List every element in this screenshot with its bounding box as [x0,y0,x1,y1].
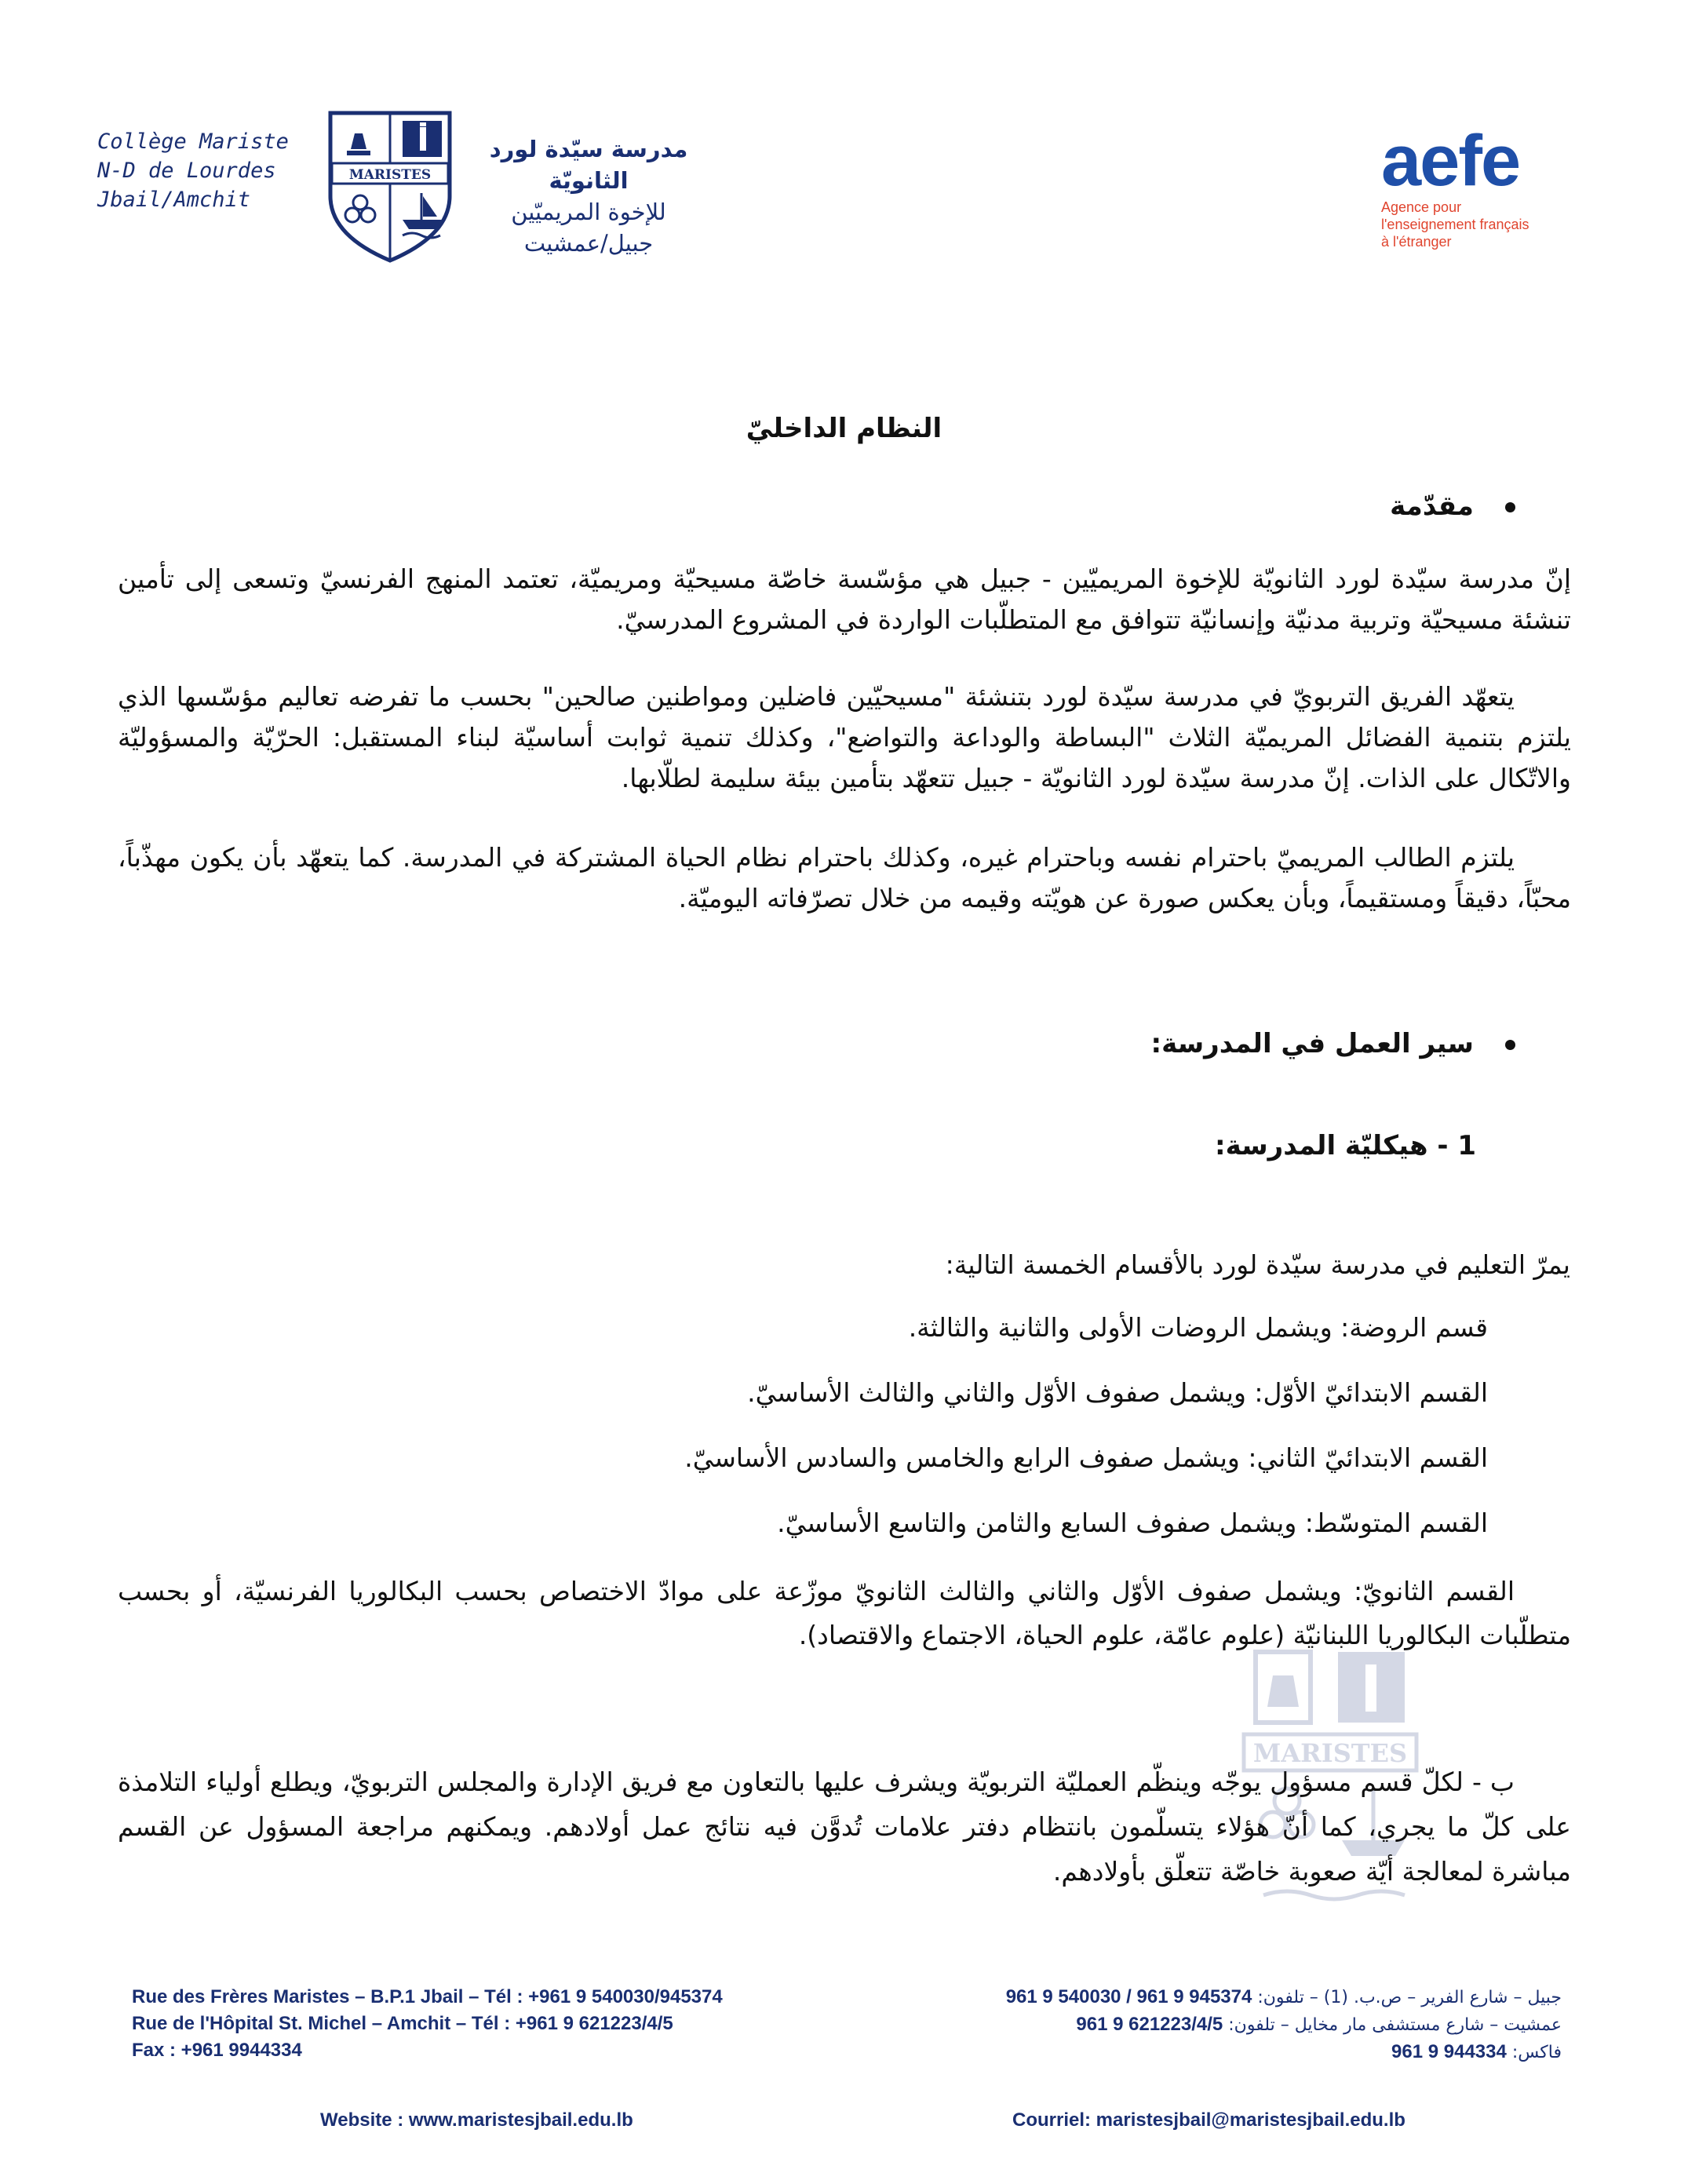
watermark-label: MARISTES [1252,1738,1408,1768]
bullet-icon [1505,502,1515,512]
footer-ar-line-3-text: فاكس: [1511,2043,1562,2062]
section-heading-intro [1390,490,1515,522]
footer-ar-line-1-number: 961 9 540030 / 961 9 945374 [1005,1986,1252,2007]
division-middle: القسم المتوسّط: ويشمل صفوف السابع والثامن والتاسع الأساسيّ. [777,1508,1488,1538]
college-name-ar-line-1: مدرسة سيّدة لورد [489,136,688,162]
footer-fr-line-1: Rue des Frères Maristes – B.P.1 Jbail – Tél : +961 9 540030/945374 [132,1986,723,2007]
footer-address-fr [132,1984,838,2064]
college-name-ar [487,133,691,259]
crest-label: MARISTES [348,167,432,183]
structure-intro: يمرّ التعليم في مدرسة سيّدة لورد بالأقسام الخمسة التالية: [945,1249,1570,1280]
bullet-icon [1505,1040,1515,1050]
footer-ar-line-2 [863,2011,1562,2039]
aefe-logo-word: aefe [1381,121,1520,201]
footer-ar-line-2-text: عمشيت – شارع مستشفى مار مخايل – تلفون: [1228,2015,1562,2035]
aefe-tagline-line-2: l'enseignement français [1381,217,1529,232]
subsection-heading-structure: 1 - هيكليّة المدرسة: [1215,1130,1476,1161]
footer-fr-line-3: Fax : +961 9944334 [132,2040,302,2061]
aefe-tagline-line-1: Agence pour [1381,199,1462,215]
footer-email-link[interactable]: Courriel: maristesjbail@maristesjbail.edu.lb [1012,2109,1405,2131]
intro-paragraph-3: يلتزم الطالب المريميّ باحترام نفسه وباحترام غيره، وكذلك باحترام نظام الحياة المشتركة في المدرسة. كما يتعهّد بأن يكون مهذّباً، محبّاً، دقيقاً ومستقيماً، وبأن يعكس صورة عن هويّته وقيمه من خلال تصرّفاته اليوميّة. [118,842,1571,913]
footer-ar-line-1 [863,1984,1562,2011]
division-primary-1: القسم الابتدائيّ الأوّل: ويشمل صفوف الأوّل والثاني والثالث الأساسيّ. [747,1377,1488,1408]
division-primary-2: القسم الابتدائيّ الثاني: ويشمل صفوف الرابع والخامس والسادس الأساسيّ. [684,1442,1488,1473]
document-title: النظام الداخليّ [746,413,942,444]
footer-ar-line-3-number: 961 9 944334 [1391,2041,1507,2062]
footer-ar-line-3 [863,2039,1562,2066]
aefe-tagline-line-3: à l'étranger [1381,234,1452,250]
college-name-fr [97,127,333,214]
paragraph-b: ب - لكلّ قسم مسؤول يوجّه وينظّم العمليّة التربويّة ويشرف عليها بالتعاون مع فريق الإدارة والمجلس التربويّ، ويطلع أولياء التلامذة على كلّ ما يجري، كما أنّ هؤلاء يتسلّمون بانتظام دفتر علامات تُدوَّن فيه نتائج عمل أولادهم. ويمكنهم مراجعة المسؤول عن القسم مباشرة لمعالجة أيّة صعوبة خاصّة تتعلّق بأولادهم. [118,1767,1571,1887]
aefe-logo-tagline [1381,199,1585,250]
footer-ar-line-2-number: 961 9 621223/4/5 [1076,2014,1223,2035]
division-kindergarten: قسم الروضة: ويشمل الروضات الأولى والثانية والثالثة. [908,1312,1488,1343]
footer-address-ar [863,1984,1562,2066]
college-name-ar-line-3: للإخوة المريميّين [511,199,666,225]
footer-website-link[interactable]: Website : www.maristesjbail.edu.lb [320,2109,633,2131]
section-heading-operations-text: سير العمل في المدرسة: [1150,1028,1474,1059]
section-heading-operations [1151,1028,1515,1059]
intro-paragraph-1: إنّ مدرسة سيّدة لورد الثانويّة للإخوة المريميّين - جبيل هي مؤسّسة خاصّة مسيحيّة ومريميّة، تعتمد المنهج الفرنسيّ وتسعى إلى تأمين تنشئة مسيحيّة وتربية مدنيّة وإنسانيّة تتوافق مع المتطلّبات الواردة في المشروع المدرسيّ. [118,563,1571,635]
footer-ar-line-1-text: جبيل – شارع الفرير – ص.ب. (1) – تلفون: [1257,1988,1562,2007]
section-heading-intro-text: مقدّمة [1390,490,1474,522]
footer-fr-line-2: Rue de l'Hôpital St. Michel – Amchit – Tél : +961 9 621223/4/5 [132,2013,673,2034]
college-name-fr-line-3: Jbail/Amchit [97,188,251,212]
maristes-crest-logo [327,110,453,264]
college-name-ar-line-4: جبيل/عمشيت [523,230,654,257]
college-name-fr-line-1: Collège Mariste [97,129,289,154]
division-secondary: القسم الثانويّ: ويشمل صفوف الأوّل والثاني والثالث الثانويّ موزّعة على موادّ الاختصاص بحسب البكالوريا الفرنسيّة، أو بحسب متطلّبات البكالوريا اللبنانيّة (علوم عامّة، علوم الحياة، الاجتماع والاقتصاد). [118,1576,1571,1650]
intro-paragraph-2: يتعهّد الفريق التربويّ في مدرسة سيّدة لورد بتنشئة "مسيحيّين فاضلين ومواطنين صالحين" بحسب ما تفرضه تعاليم مؤسّسها الذي يلتزم بتنمية الفضائل المريميّة الثلاث "البساطة والوداعة والتواضع"، وكذلك تنمية ثوابت أساسيّة لبناء المستقبل: الحرّيّة والمسؤوليّة والاتّكال على الذات. إنّ مدرسة سيّدة لورد الثانويّة - جبيل تتعهّد بتأمين بيئة سليمة لطلّابها. [118,681,1571,793]
aefe-logo [1381,121,1585,250]
college-name-fr-line-2: N-D de Lourdes [97,159,276,183]
college-name-ar-line-2: الثانويّة [549,167,629,194]
